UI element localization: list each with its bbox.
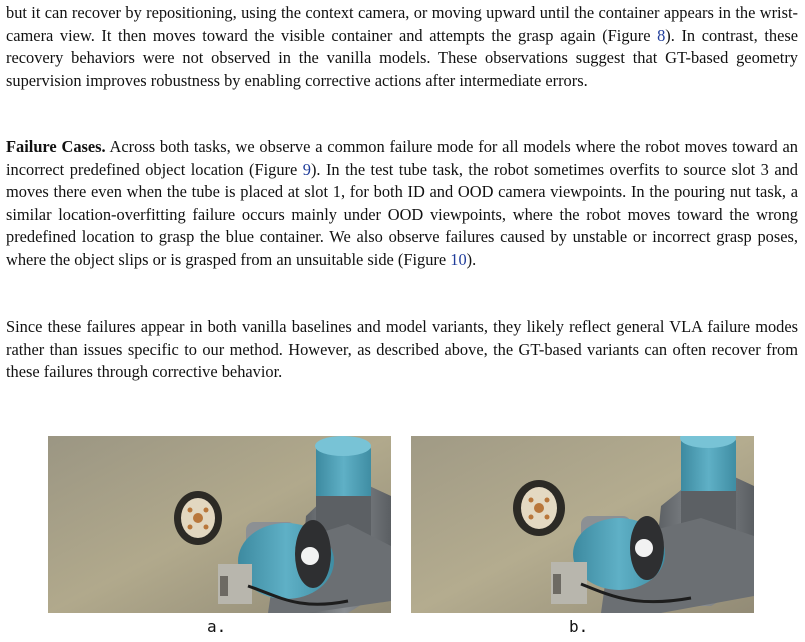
paragraph-text: Since these failures appear in both vanilla baselines and model variants, they likely reflect general VLA failure modes rather than issues specific to our method. However, as described above, the GT-based variants can often recover from these failures through corrective behavior. <box>6 317 798 382</box>
figure-reference-link[interactable]: 9 <box>302 159 311 179</box>
paragraph-failure-cases <box>6 136 798 272</box>
paragraph-general-failures <box>6 316 798 384</box>
figure-reference-link[interactable]: 10 <box>450 249 467 269</box>
figure-panel-b <box>411 436 754 613</box>
robot-photo-b <box>411 436 754 613</box>
robot-logo-badge <box>301 547 319 565</box>
figure-caption-a: a. <box>207 617 227 636</box>
paragraph-text: ). In the test tube task, the robot sometimes overfits to source slot 3 and moves there even when the tube is placed at slot 1, for both ID and OOD camera viewpoints. In the pouring nut task, a similar location-overfitting failure occurs mainly under OOD viewpoints, where the robot moves toward the wrong predefined location to grasp the blue container. We also observe failures caused by unstable or incorrect grasp poses, where the object slips or is grasped from an unsuitable side (Figure <box>6 159 798 269</box>
robot-photo-a <box>48 436 391 613</box>
paragraph-text: ). <box>466 249 477 269</box>
paragraph-text: Across both tasks, we observe a common failure mode for all models where the robot moves toward an incorrect predefined object location (Figure <box>6 137 798 179</box>
paragraph-text: ). In contrast, these recovery behaviors were not observed in the vanilla models. These observations suggest that GT-based geometry supervision improves robustness by enabling corrective actions after intermediate errors. <box>6 25 798 90</box>
paragraph-recovery <box>6 2 798 92</box>
figure-panel-a <box>48 436 391 613</box>
figure-reference-link[interactable]: 8 <box>657 25 666 45</box>
paragraph-text: but it can recover by repositioning, using the context camera, or moving upward until the container appears in the wrist-camera view. It then moves toward the visible container and attempts the grasp again (Figure <box>6 3 798 45</box>
run-in-heading: Failure Cases. <box>6 137 106 156</box>
figure-caption-b: b. <box>569 617 589 636</box>
robot-logo-badge <box>635 539 653 557</box>
